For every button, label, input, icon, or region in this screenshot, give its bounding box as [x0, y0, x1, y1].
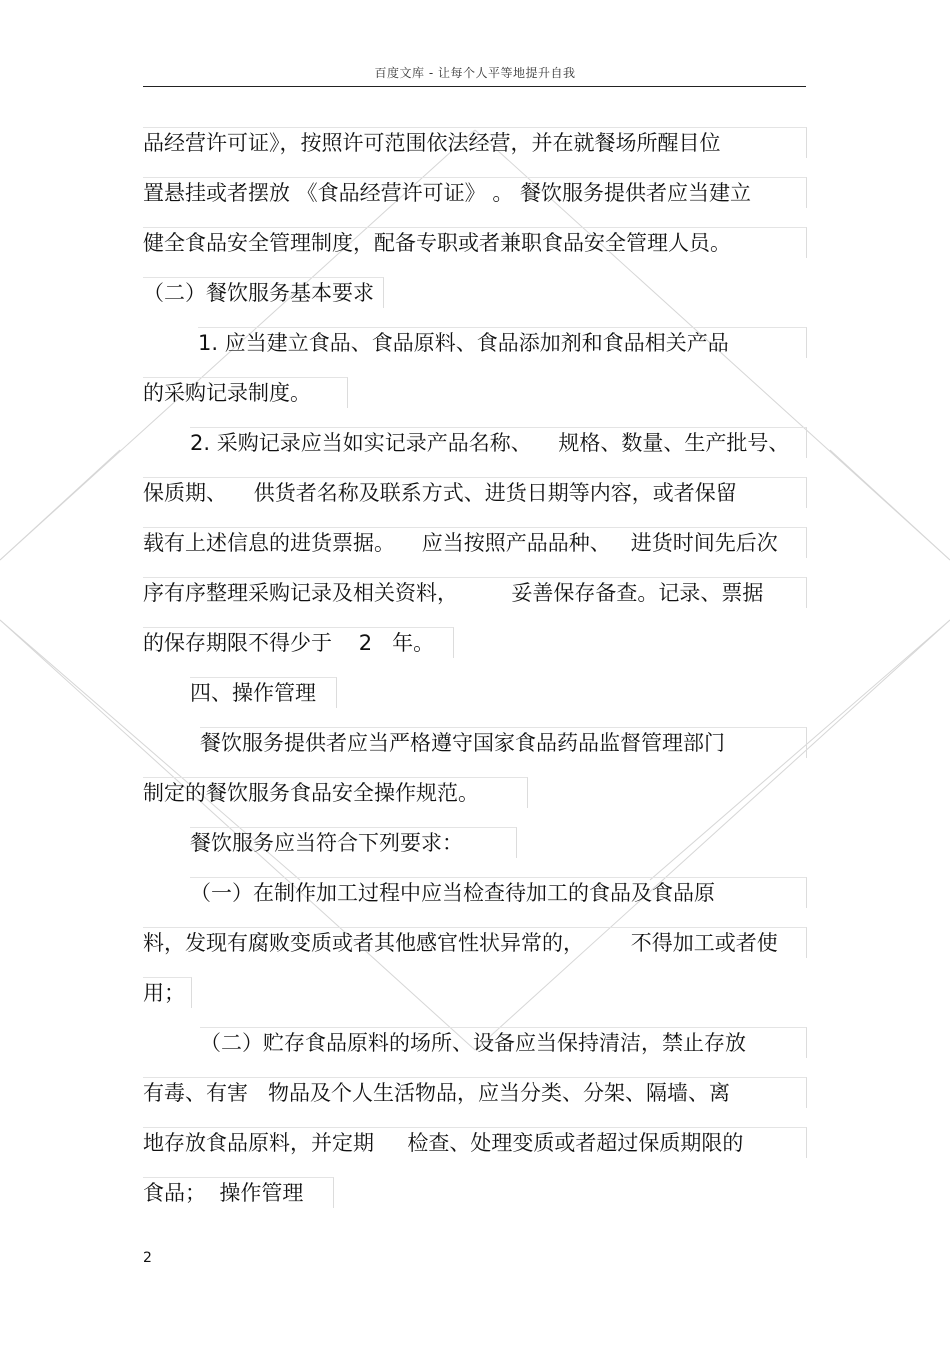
section-heading: 四、操作管理 — [190, 677, 337, 708]
body-line: 1. 应当建立食品、食品原料、食品添加剂和食品相关产品 — [198, 327, 807, 358]
body-line: （一）在制作加工过程中应当检查待加工的食品及食品原 — [190, 877, 807, 908]
body-line: 品经营许可证》，按照许可范围依法经营，并在就餐场所醒目位 — [143, 127, 807, 158]
section-heading: （二）餐饮服务基本要求 — [143, 277, 384, 308]
body-line: 制定的餐饮服务食品安全操作规范。 — [143, 777, 528, 808]
body-line: 的保存期限不得少于 2 年。 — [143, 627, 454, 658]
body-line: 料，发现有腐败变质或者其他感官性状异常的， 不得加工或者使 — [143, 927, 807, 958]
body-line: 置悬挂或者摆放 《食品经营许可证》 。 餐饮服务提供者应当建立 — [143, 177, 807, 208]
header-title: 百度文库 - 让每个人平等地提升自我 — [374, 66, 576, 80]
body-line: 保质期、 供货者名称及联系方式、进货日期等内容，或者保留 — [143, 477, 807, 508]
body-line: 用； — [143, 977, 192, 1008]
body-line: 餐饮服务提供者应当严格遵守国家食品药品监督管理部门 — [200, 727, 807, 758]
body-line: 序有序整理采购记录及相关资料， 妥善保存备查。记录、票据 — [143, 577, 807, 608]
page-number: 2 — [143, 1250, 152, 1266]
body-line: 餐饮服务应当符合下列要求： — [190, 827, 517, 858]
body-line: （二）贮存食品原料的场所、设备应当保持清洁，禁止存放 — [200, 1027, 807, 1058]
body-line: 的采购记录制度。 — [143, 377, 348, 408]
body-line: 地存放食品原料，并定期 检查、处理变质或者超过保质期限的 — [143, 1127, 807, 1158]
body-line: 2. 采购记录应当如实记录产品名称、 规格、数量、生产批号、 — [190, 427, 807, 458]
body-line: 健全食品安全管理制度，配备专职或者兼职食品安全管理人员。 — [143, 227, 807, 258]
body-line: 有毒、有害 物品及个人生活物品，应当分类、分架、隔墙、离 — [143, 1077, 807, 1108]
body-line: 载有上述信息的进货票据。 应当按照产品品种、 进货时间先后次 — [143, 527, 807, 558]
body-line: 食品； 操作管理 — [143, 1177, 334, 1208]
header-divider — [143, 86, 806, 87]
